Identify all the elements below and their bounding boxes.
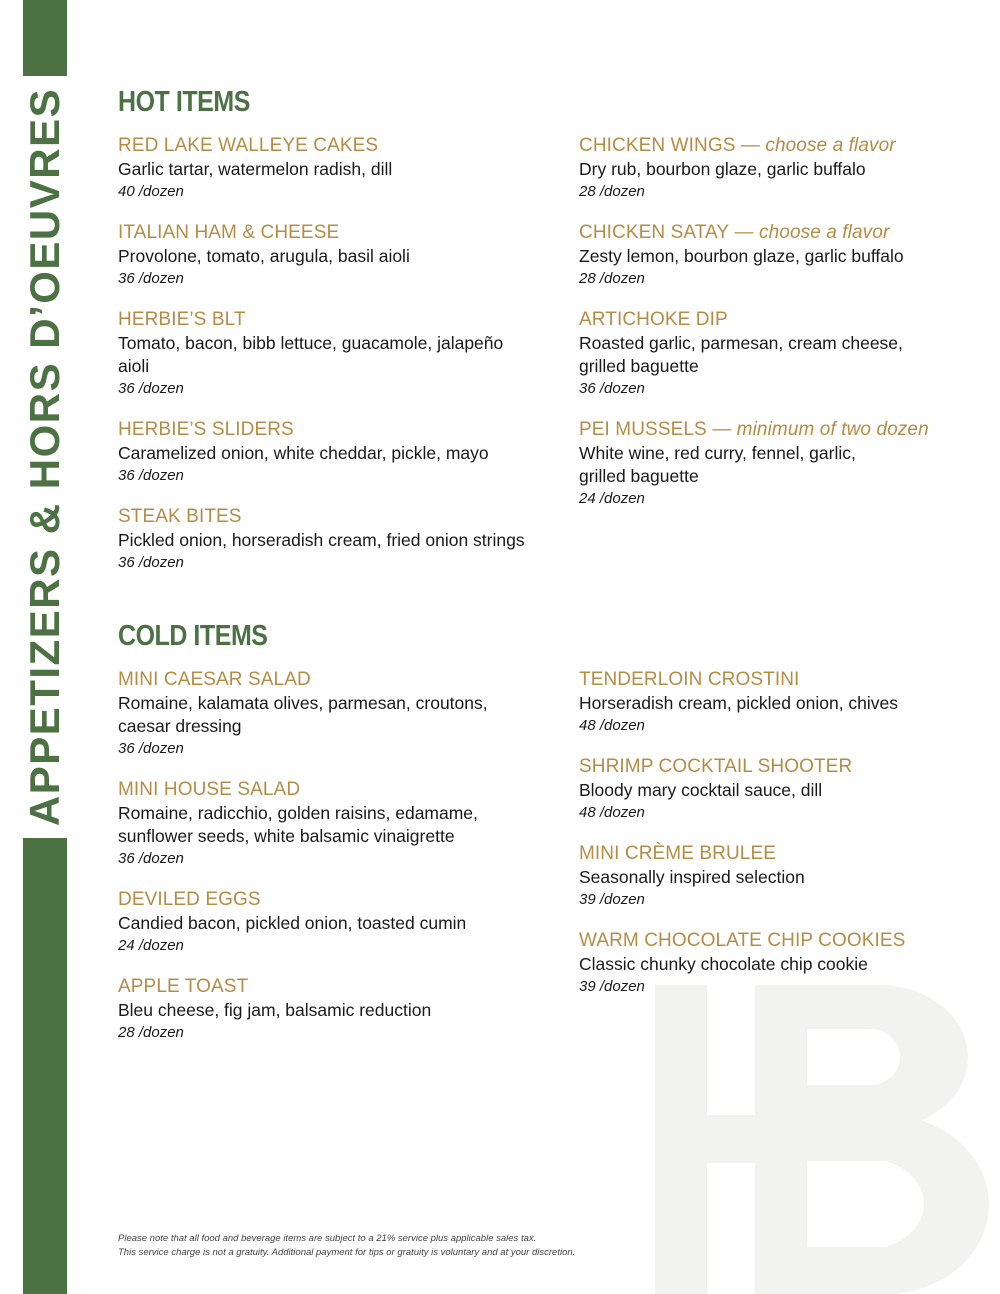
menu-item [579, 134, 999, 202]
item-desc: Caramelized onion, white cheddar, pickle, mayo [118, 443, 489, 463]
item-price: 28 /dozen [118, 1024, 184, 1041]
item-name: PEI MUSSELS [579, 419, 707, 440]
menu-item [118, 418, 538, 486]
item-desc: sunflower seeds, white balsamic vinaigrette [118, 826, 455, 846]
item-price: 28 /dozen [579, 183, 645, 200]
menu-item [579, 755, 999, 823]
item-price: 36 /dozen [579, 380, 645, 397]
item-name: MINI CAESAR SALAD [118, 669, 311, 690]
item-price: 36 /dozen [118, 740, 184, 757]
cold-items-right-column [579, 668, 999, 1016]
item-name: WARM CHOCOLATE CHIP COOKIES [579, 930, 906, 951]
item-price: 39 /dozen [579, 978, 645, 995]
footnote-line: Please note that all food and beverage items are subject to a 21% service plus applicable sales tax. [118, 1233, 537, 1244]
item-desc: Garlic tartar, watermelon radish, dill [118, 159, 393, 179]
menu-item [579, 842, 999, 910]
sidebar-bar-top [23, 0, 67, 76]
cold-items-left-column [118, 668, 538, 1062]
item-desc: caesar dressing [118, 716, 242, 736]
item-price: 28 /dozen [579, 270, 645, 287]
menu-item [118, 778, 538, 869]
item-price: 36 /dozen [118, 850, 184, 867]
item-name: MINI HOUSE SALAD [118, 779, 301, 800]
hot-items-left-column [118, 134, 538, 592]
hot-items-right-column [579, 134, 999, 528]
item-name: CHICKEN WINGS [579, 135, 736, 156]
item-desc: Provolone, tomato, arugula, basil aioli [118, 246, 410, 266]
item-desc: White wine, red curry, fennel, garlic, [579, 443, 856, 463]
item-name: CHICKEN SATAY [579, 222, 730, 243]
sidebar-bar-bottom [23, 838, 67, 1294]
item-name: APPLE TOAST [118, 976, 249, 997]
menu-item [118, 505, 538, 573]
item-price: 24 /dozen [118, 937, 184, 954]
item-price: 36 /dozen [118, 467, 184, 484]
item-price: 36 /dozen [118, 380, 184, 397]
item-price: 48 /dozen [579, 804, 645, 821]
menu-item [579, 418, 999, 509]
menu-item [579, 929, 999, 997]
item-desc: Bleu cheese, fig jam, balsamic reduction [118, 1000, 432, 1020]
item-price: 36 /dozen [118, 554, 184, 571]
item-desc: Pickled onion, horseradish cream, fried onion strings [118, 530, 525, 550]
item-price: 36 /dozen [118, 270, 184, 287]
item-desc: Romaine, radicchio, golden raisins, edamame, [118, 803, 478, 823]
footnote-line: This service charge is not a gratuity. Additional payment for tips or gratuity is voluntary and at your discretion. [118, 1247, 576, 1258]
cold-items-title: COLD ITEMS [118, 620, 268, 652]
menu-item [579, 668, 999, 736]
item-name-line [579, 418, 999, 442]
item-price: 39 /dozen [579, 891, 645, 908]
item-desc: Candied bacon, pickled onion, toasted cumin [118, 913, 467, 933]
item-desc: Roasted garlic, parmesan, cream cheese, [579, 333, 903, 353]
service-charge-footnote [118, 1232, 575, 1260]
item-name: STEAK BITES [118, 506, 242, 527]
side-title: APPETIZERS & HORS D’OEUVRES [21, 87, 68, 827]
item-name: ARTICHOKE DIP [579, 309, 728, 330]
item-note: — minimum of two dozen [706, 419, 929, 440]
item-desc: Horseradish cream, pickled onion, chives [579, 693, 899, 713]
hb-watermark-logo [655, 985, 1000, 1294]
item-name: MINI CRÈME BRULEE [579, 843, 777, 864]
item-desc: Classic chunky chocolate chip cookie [579, 954, 868, 974]
item-name: HERBIE’S BLT [118, 309, 246, 330]
item-desc: Bloody mary cocktail sauce, dill [579, 780, 823, 800]
item-note: — choose a flavor [729, 222, 890, 243]
item-name: ITALIAN HAM & CHEESE [118, 222, 340, 243]
hot-items-title: HOT ITEMS [118, 86, 250, 118]
menu-item [579, 308, 999, 399]
item-price: 24 /dozen [579, 490, 645, 507]
menu-item [579, 221, 999, 289]
item-name-line [579, 134, 999, 158]
item-name: TENDERLOIN CROSTINI [579, 669, 800, 690]
menu-item [118, 221, 538, 289]
item-desc: Zesty lemon, bourbon glaze, garlic buffalo [579, 246, 904, 266]
item-price: 48 /dozen [579, 717, 645, 734]
menu-item [118, 888, 538, 956]
item-name: RED LAKE WALLEYE CAKES [118, 135, 379, 156]
menu-item [118, 134, 538, 202]
item-desc: Dry rub, bourbon glaze, garlic buffalo [579, 159, 866, 179]
item-price: 40 /dozen [118, 183, 184, 200]
item-desc: grilled baguette [579, 356, 699, 376]
menu-item [118, 975, 538, 1043]
item-name: HERBIE’S SLIDERS [118, 419, 294, 440]
item-desc: Romaine, kalamata olives, parmesan, croutons, [118, 693, 488, 713]
menu-item [118, 668, 538, 759]
menu-item [118, 308, 538, 399]
item-name: SHRIMP COCKTAIL SHOOTER [579, 756, 853, 777]
item-desc: Seasonally inspired selection [579, 867, 805, 887]
item-desc: grilled baguette [579, 466, 699, 486]
item-note: — choose a flavor [735, 135, 896, 156]
item-name: DEVILED EGGS [118, 889, 261, 910]
item-name-line [579, 221, 999, 245]
item-desc: Tomato, bacon, bibb lettuce, guacamole, jalapeño aioli [118, 333, 504, 376]
